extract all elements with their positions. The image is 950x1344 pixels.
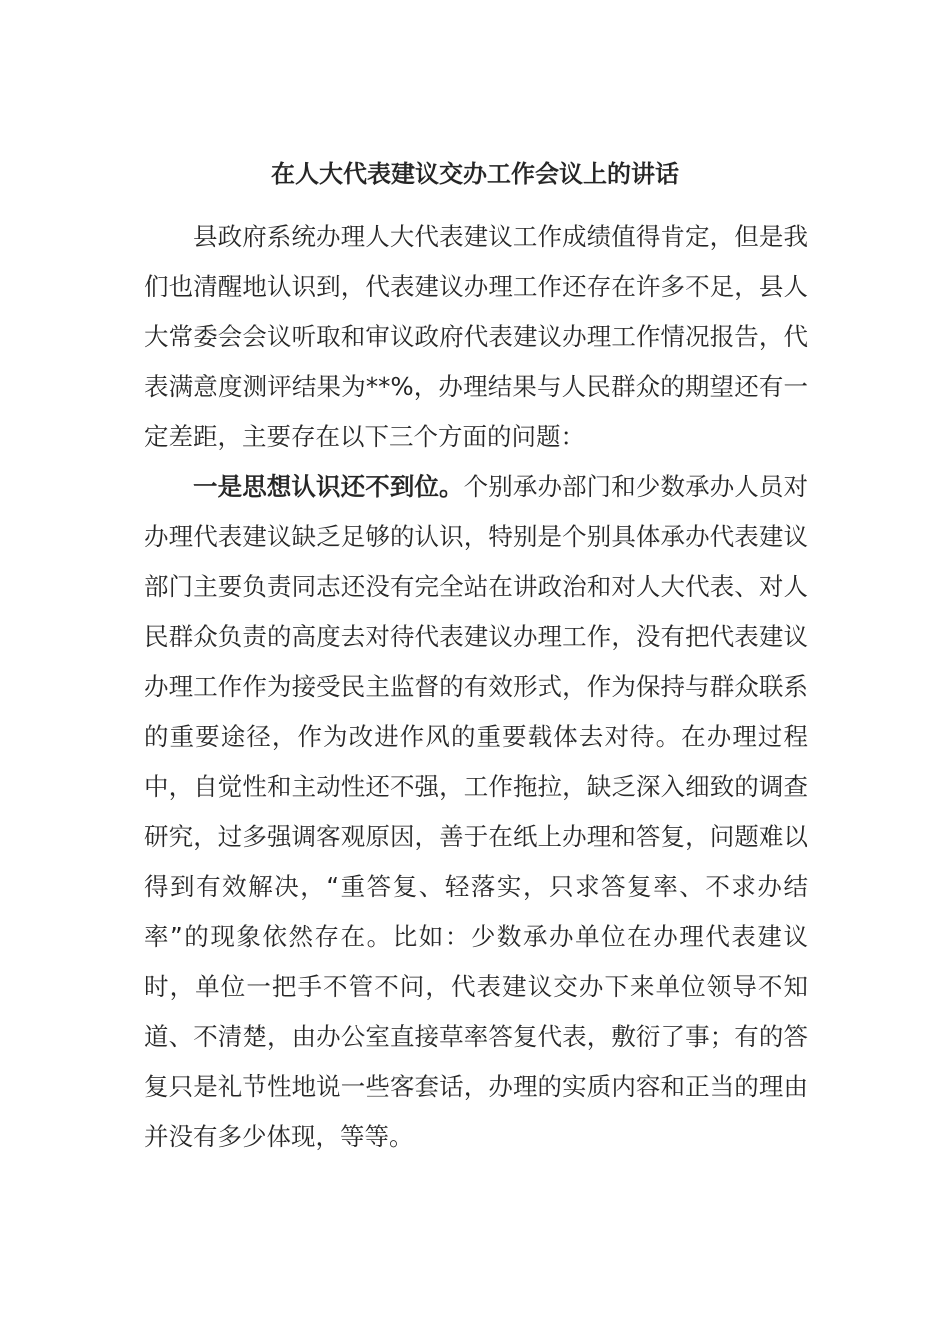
paragraph-intro [144,212,808,462]
paragraph-text: 县政府系统办理人大代表建议工作成绩值得肯定，但是我们也清醒地认识到，代表建议办理工作还存在许多不足，县人大常委会会议听取和审议政府代表建议办理工作情况报告，代表满意度测评结果为**%，办理结果与人民群众的期望还有一定差距，主要存在以下三个方面的问题： [144,222,808,451]
paragraph-lead: 一是思想认识还不到位。 [193,472,464,501]
paragraph-issue-one [144,462,808,1162]
document-title: 在人大代表建议交办工作会议上的讲话 [271,160,679,188]
document-body [144,212,808,1162]
paragraph-text: 个别承办部门和少数承办人员对办理代表建议缺乏足够的认识，特别是个别具体承办代表建议部门主要负责同志还没有完全站在讲政治和对人大代表、对人民群众负责的高度去对待代表建议办理工作，没有把代表建议办理工作作为接受民主监督的有效形式，作为保持与群众联系的重要途径，作为改进作风的重要载体去对待。在办理过程中，自觉性和主动性还不强，工作拖拉，缺乏深入细致的调查研究，过多强调客观原因，善于在纸上办理和答复，问题难以得到有效解决，“重答复、轻落实，只求答复率、不求办结率”的现象依然存在。比如：少数承办单位在办理代表建议时，单位一把手不管不问，代表建议交办下来单位领导不知道、不清楚，由办公室直接草率答复代表，敷衍了事；有的答复只是礼节性地说一些客套话，办理的实质内容和正当的理由并没有多少体现，等等。 [144,472,809,1151]
